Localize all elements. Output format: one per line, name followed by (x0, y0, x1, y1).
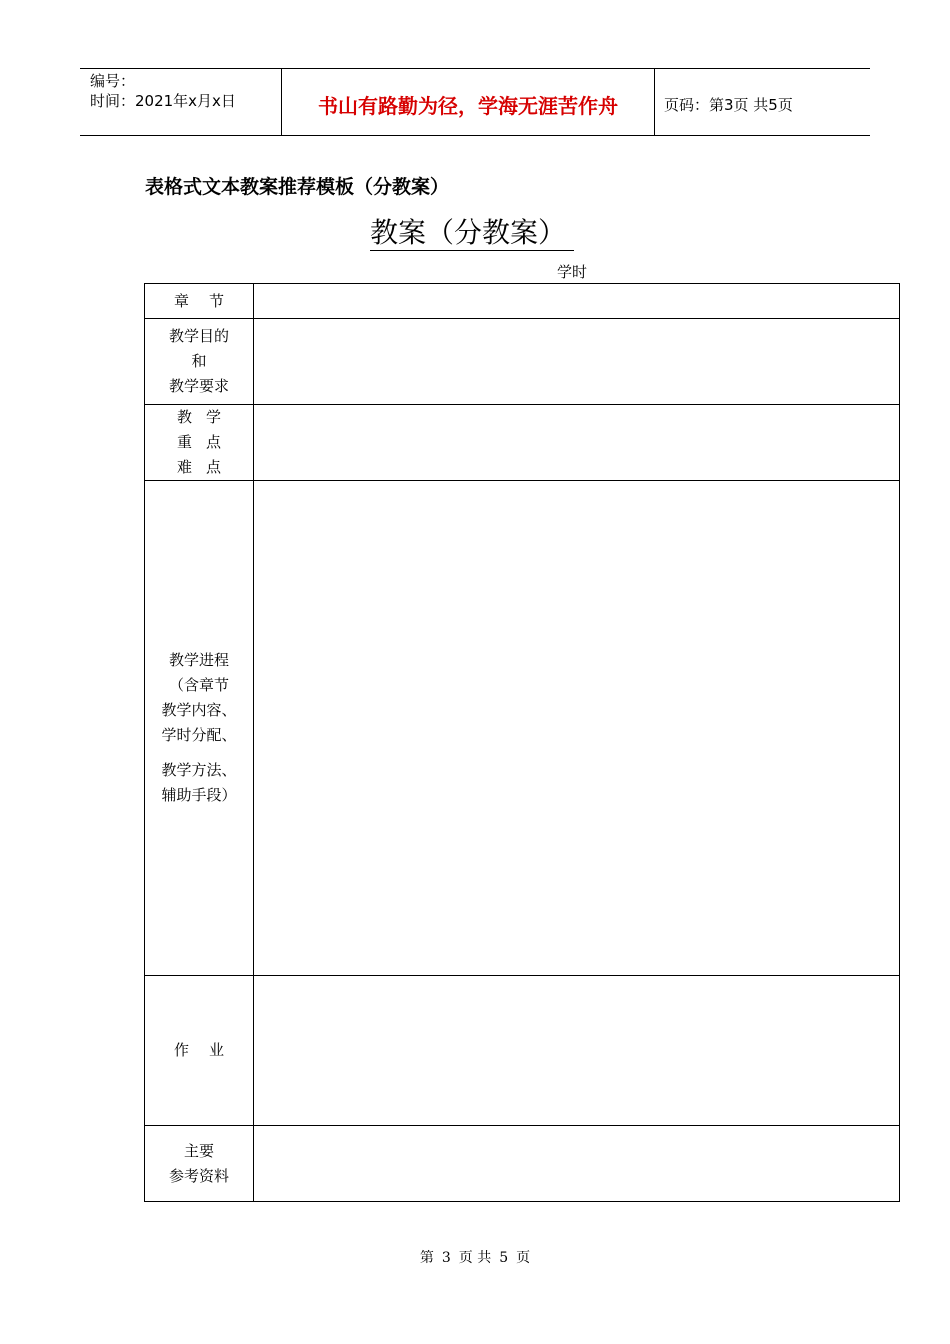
process-label-cell (145, 481, 254, 976)
references-input-cell[interactable] (254, 1126, 900, 1202)
footer-total-pages: 5 (499, 1250, 509, 1266)
page-footer (0, 1247, 950, 1267)
lesson-plan-heading: 教案（分教案） (370, 216, 574, 251)
table-row-homework (145, 976, 900, 1126)
process-input-cell[interactable] (254, 481, 900, 976)
chapter-label-cell (145, 284, 254, 319)
keypoints-input-cell[interactable] (254, 405, 900, 481)
process-label-line-5: 教学方法、 (161, 761, 237, 779)
process-label-line-2: （含章节 (168, 676, 229, 694)
header-page-info: 页码：第3页 共5页 (664, 96, 793, 114)
process-label-line-3: 教学内容、 (161, 701, 237, 719)
keypoints-label-cell (145, 405, 254, 481)
chapter-label: 章节 (173, 291, 244, 310)
process-label-line-4: 学时分配、 (161, 726, 237, 744)
footer-prefix: 第 (419, 1250, 434, 1266)
lesson-plan-table (144, 283, 900, 1202)
process-label-line-6: 辅助手段） (161, 786, 237, 804)
homework-label: 作业 (173, 1041, 244, 1059)
document-title: 表格式文本教案推荐模板（分教案） (145, 176, 450, 198)
footer-suffix: 页 (516, 1250, 531, 1266)
class-hours-label: 学时 (557, 263, 588, 281)
document-date-label: 时间：2021年x月x日 (90, 92, 236, 110)
references-label-line-1: 主要 (183, 1141, 214, 1160)
objectives-input-cell[interactable] (254, 319, 900, 405)
table-row-objectives (145, 319, 900, 405)
header-divider-right (654, 68, 655, 136)
references-label-cell (145, 1126, 254, 1202)
footer-mid: 页 共 (458, 1250, 492, 1266)
header-top-rule (80, 68, 870, 69)
process-label-line-1: 教学进程 (168, 651, 229, 669)
references-label-line-2: 参考资料 (168, 1166, 229, 1185)
objectives-label-line-2: 和 (191, 352, 207, 370)
keypoints-label-line-3: 难点 (176, 458, 235, 476)
objectives-label-line-3: 教学要求 (168, 377, 229, 395)
header-motto: 书山有路勤为径，学海无涯苦作舟 (318, 94, 618, 118)
table-row-chapter (145, 284, 900, 319)
table-row-process (145, 481, 900, 976)
header-bottom-rule (80, 135, 870, 136)
homework-input-cell[interactable] (254, 976, 900, 1126)
objectives-label-cell (145, 319, 254, 405)
footer-current-page: 3 (441, 1250, 451, 1266)
table-row-references (145, 1126, 900, 1202)
document-number-label: 编号： (90, 72, 136, 90)
keypoints-label-line-2: 重点 (176, 433, 235, 451)
table-row-keypoints (145, 405, 900, 481)
objectives-label-line-1: 教学目的 (168, 327, 229, 345)
keypoints-label-line-1: 教学 (176, 408, 235, 426)
homework-label-cell (145, 976, 254, 1126)
chapter-input-cell[interactable] (254, 284, 900, 319)
